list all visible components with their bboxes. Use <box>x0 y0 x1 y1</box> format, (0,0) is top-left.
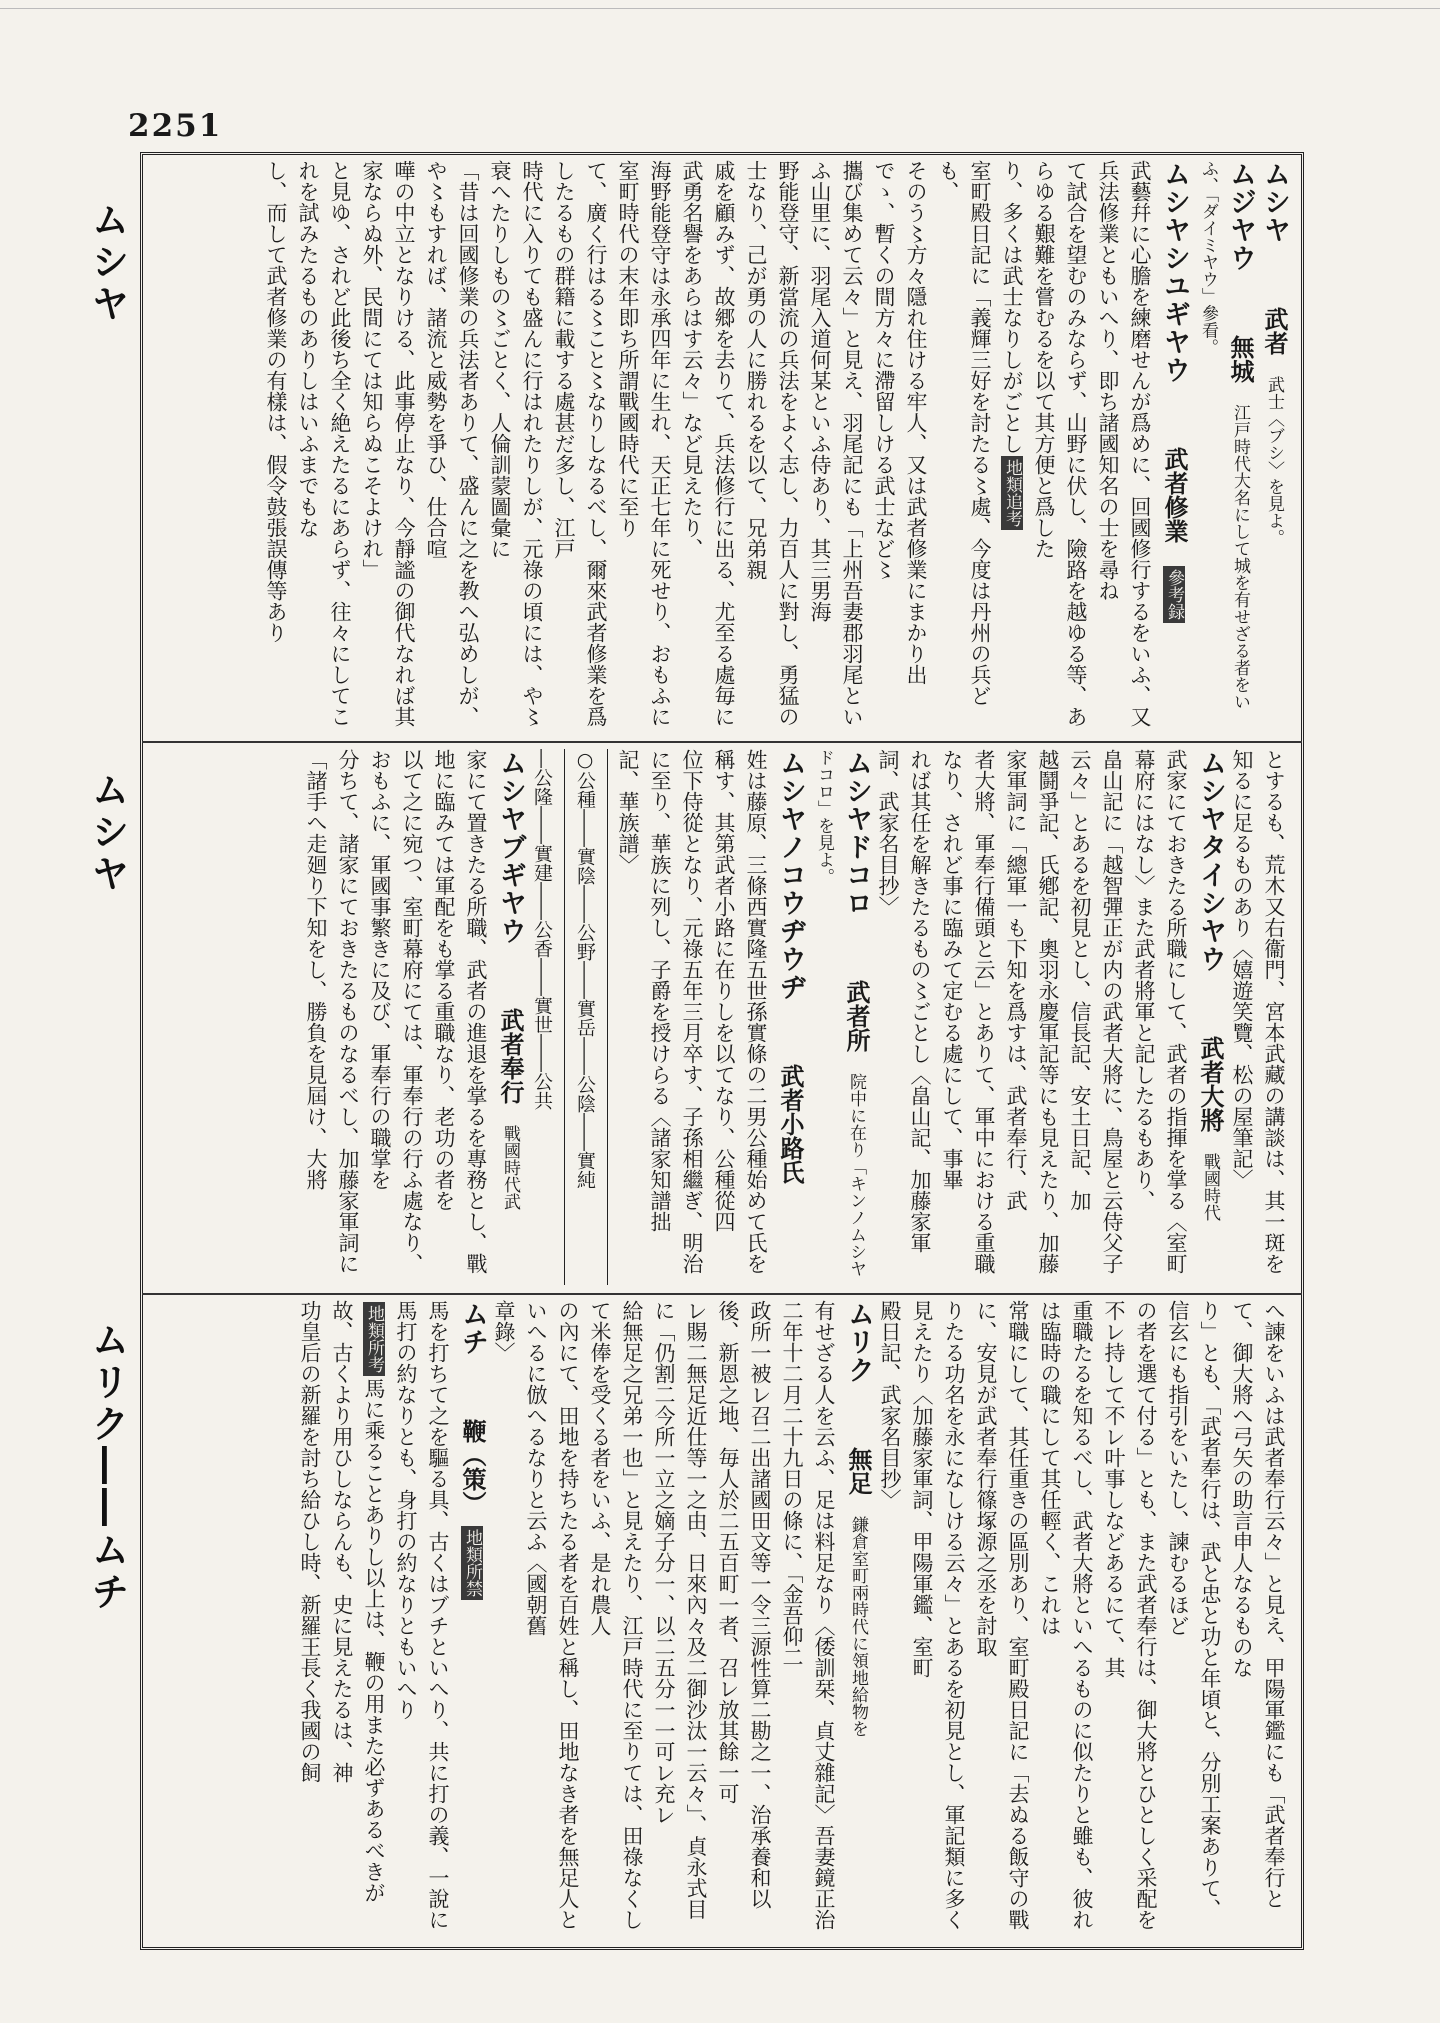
headword: ムジヤウ <box>1225 160 1256 272</box>
body-line: 殿日記、武家名目抄〉 <box>878 1300 902 1510</box>
genealogy-line-2: ―公隆――實建――公香――實世――公共 <box>526 749 565 1285</box>
headword: ムシヤブギヤウ <box>495 749 526 945</box>
body-line: 畠山記に「越智彈正が内の武者大將に、鳥屋と云侍父子云々」とあるを初見とし、信長記、安土日記、加 <box>1068 749 1124 1274</box>
body-line: 時代に入りても盛んに行はれたりしが、元祿の頃には、や〻衰へたりしもの〻ごとく、人倫訓蒙圖彙に <box>488 160 544 727</box>
section-3-text <box>148 1300 1296 1940</box>
body-line: りたる功名を永になしける云々」とあるを初見とし、軍記類に多く見えたり〈加藤家軍詞、甲陽軍鑑、室町 <box>910 1300 966 1930</box>
body-line: 攜び集めて云々」と見え、羽尾記にも「上州吾妻郡羽尾といふ山里に、羽尾入道何某といふ侍あり、其三男海 <box>808 160 864 727</box>
body-line: 功皇后の新羅を討ち給ひし時、新羅王長く我國の飼 <box>298 1300 322 1783</box>
section-1-text <box>148 160 1296 734</box>
body-line: 者大將、軍奉行備頭と云」とありて、軍中における重職なり、されど事に臨みて定むる處にして、事畢 <box>940 749 996 1274</box>
entry-mujau <box>1192 160 1256 734</box>
body-line: 馬を打ちて之を驅る具、古くはブチといへり、共に打の義、一說に馬打の約なりとも、身打の約なりともいへり <box>394 1300 450 1930</box>
body-line: て、廣く行はる〻こと〻なりしなるべし、爾來武者修業を爲したるもの群籍に載する處甚だ多し、江戸 <box>552 160 608 727</box>
period-note: 鎌倉室町兩時代に領地給物を <box>848 1516 868 1737</box>
body-line: 姓は藤原、三條西實隆五世孫實條の二男公種始めて氏を稱す、其第武者小路に在りしを以てなり、公種從四 <box>712 749 768 1274</box>
entry-musha-dokoro <box>808 749 872 1285</box>
body-line: 位下侍從となり、元祿五年三月卒す、子孫相繼ぎ、明治に至り、華族に列し、子爵を授けらる〈諸家知譜拙 <box>648 749 704 1274</box>
headword: ムリク <box>843 1300 874 1384</box>
genealogy-line-1: ○公種――實陰――公野――實岳――公陰――實純 <box>569 749 608 1285</box>
body-line: 家にて置きたる所職、武者の進退を掌るを專務とし、戰地に臨みては軍配をも掌る重職なり、老功の者を <box>432 749 488 1274</box>
body-line <box>996 160 1028 734</box>
reference-badge: 參考録 <box>1163 566 1185 623</box>
entry-musha-shugyo <box>1158 160 1190 734</box>
section-1 <box>148 160 1296 734</box>
body-line: 以て之に宛つ、室町幕府にては、軍奉行の行ふ處なり、おもふに、軍國事繁きに及び、軍奉行の職掌を <box>368 749 424 1274</box>
running-head-1: ムシヤ <box>85 200 129 326</box>
entry-musha <box>1258 160 1290 734</box>
body-line: 嘩の中立となりける、此事停止なり、今靜謐の御代なれば其家ならぬ外、民間にては知らぬこそよけれ」 <box>360 160 416 727</box>
body-line: し、而して武者修業の有樣は、假令鼓張誤傳等あり <box>264 160 288 643</box>
body-line <box>326 1300 390 1940</box>
body-line: 越鬪爭記、氏鄕記、奧羽永慶軍記等にも見えたり、加藤家軍詞に「總軍一も下知を爲すは、武者奉行、武 <box>1004 749 1060 1274</box>
body-line: の者を選て付る」とも、また武者奉行は、御大將とひとしく采配を不レ持して不レ叶事しなどあるにて、其 <box>1102 1300 1158 1930</box>
page-number: 2251 <box>128 108 223 144</box>
headword: ムシヤシユギヤウ <box>1159 160 1190 384</box>
reference-badge: 地類所禁 <box>461 1526 483 1600</box>
entry-muriku <box>842 1300 874 1940</box>
body-line: て試合を望むのみならず、山野に伏し、險路を越ゆる等、あらゆる艱難を嘗むるを以て其方便と爲した <box>1032 160 1088 727</box>
body-line: 海野能登守は永承四年に生れ、天正七年に死せり、おもふに室町時代の末年即ち所謂戰國時代に至り <box>616 160 672 727</box>
body-line: 給無足之兄弟一也」と見えたり、江戸時代に至りては、田祿なくして米俸を受くる者をいふ、是れ農人 <box>588 1300 644 1930</box>
body-line: 「昔は回國修業の兵法者ありて、盛んに之を教へ弘めしが、や〻もすれば、諸流と威勢を爭ひ、仕合喧 <box>424 160 480 727</box>
body-line: とするも、荒木又右衞門、宮本武藏の講談は、其一斑を知るに足るものあり〈嬉遊笑覽、松の屋筆記〉 <box>1230 749 1286 1274</box>
section-3 <box>148 1300 1296 1940</box>
body-line: 政所一被レ召二出諸國田文等一令三源性算二勘之一、治承養和以後、新恩之地、毎人於二五百町一者、召レ放其餘一可 <box>716 1300 772 1909</box>
entry-musha-bugyo <box>494 749 526 1285</box>
reference-badge: 地類追考 <box>1001 456 1023 530</box>
body-line: の內にて、田地を持ちたる者を百姓と稱し、田地なき者を無足人といへるに倣へるなりと云ふ〈國朝舊 <box>524 1300 580 1930</box>
headword: ムシヤノコウヂウヂ <box>775 749 806 1001</box>
entry-mushanokoji <box>774 749 806 1285</box>
headword-kanji: 武者奉行 <box>496 1008 525 1104</box>
headword-kanji: 無城 <box>1226 335 1255 383</box>
entry-text: 武士〈ブシ〉を見よ。 <box>1264 376 1284 546</box>
body-line: へ諫をいふは武者奉行云々」と見え、甲陽軍鑑にも「武者奉行とて、御大將へ弓矢の助言申人なるものな <box>1230 1300 1286 1909</box>
headword-kanji: 武者小路氏 <box>776 1064 805 1184</box>
headword-kanji: 武者所 <box>842 980 871 1052</box>
section-divider-1 <box>142 741 1302 743</box>
reference-badge: 地類所考 <box>363 1302 385 1376</box>
section-2-text <box>148 749 1296 1285</box>
headword-kanji: 武者修業 <box>1160 447 1189 543</box>
body-line: レ賜二無足近仕等一之由、日來內々及二御沙汰一云々」、貞永式目に「仍割二今所一立之嫡子分一、以二五分一一可レ充レ <box>652 1300 708 1920</box>
period-note: 戰國時代武 <box>500 1125 520 1210</box>
body-line: 常職にして、其任重きの區別あり、室町殿日記に「去ぬる飯守の戰に、安見が武者奉行篠塚源之丞を討取 <box>974 1300 1030 1930</box>
body-line: そのう〻方々隱れ住ける牢人、又は武者修業にまかり出でゝ、暫くの間方々に滯留しける武士など〻 <box>872 160 928 685</box>
body-line: 有せざる人を云ふ、足は料足なり〈倭訓栞、貞丈雜記〉吾妻鏡正治二年十二月二十九日の條に、「金吾仰二 <box>780 1300 836 1930</box>
body-line: り」とも、「武者奉行は、武と忠と功と年頃と、分別工案ありて、信玄にも指引をいたし、諫むるほど <box>1166 1300 1222 1920</box>
body-line: 章錄〉 <box>492 1300 516 1363</box>
body-line: 室町殿日記に「義輝三好を討たる〻處、今度は丹州の兵ども、 <box>936 160 992 706</box>
headword: ムチ <box>457 1300 488 1356</box>
entry-text: 院中に在り「キンノムシヤドコロ」を見よ。 <box>814 749 866 1277</box>
entry-musha-taisho <box>1194 749 1226 1285</box>
section-2 <box>148 749 1296 1285</box>
top-rule <box>0 8 1440 9</box>
headword: ムシヤ <box>1259 160 1290 244</box>
body-line: れば其任を解きたるもの〻ごとし〈畠山記、加藤家軍詞、武家名目抄〉 <box>876 749 932 1253</box>
running-head-2: ムシヤ <box>85 770 129 896</box>
body-line-part: 馬に乘ることありし以上は、鞭の用また必ずあるべきが故、古くより用ひしならんも、史に見えたるは、神 <box>330 1300 386 1903</box>
body-line-part: り、多くは武士なりしがごとし <box>1000 160 1024 454</box>
body-line: と見ゆ、されど此後ち全く絶えたるにあらず、往々にしてこれを試みたるものありしはいふまでもな <box>296 160 352 727</box>
body-line: 記、華族譜〉 <box>616 749 640 875</box>
body-line: 野能登守、新當流の兵法をよく志し、力百人に對し、勇猛の士なり、己が勇の人に勝れるを以て、兄弟親 <box>744 160 800 727</box>
body-line: 重職たるを知るべし、武者大將といへるものに似たりと雖も、彼れは臨時の職にして其任輕く、これは <box>1038 1300 1094 1930</box>
body-line: 武藝幷に心膽を練磨せんが爲めに、回國修行するをいふ、又兵法修業ともいへり、即ち諸國知名の士を尋ね <box>1096 160 1152 727</box>
headword: ムシヤタイシヤウ <box>1195 749 1226 973</box>
headword-kanji: 無足 <box>844 1447 873 1495</box>
entry-muchi <box>456 1300 488 1940</box>
headword-kanji: 武者大將 <box>1196 1036 1225 1132</box>
headword: ムシヤドコロ <box>841 749 872 917</box>
section-divider-2 <box>142 1293 1302 1295</box>
entry-text: 江戸時代大名にして城を有せざる者をいふ、「ダイミヤウ」參看。 <box>1198 160 1250 710</box>
running-head-3: ムリク――ムチ <box>85 1320 129 1614</box>
headword-kanji: 武者 <box>1260 307 1289 355</box>
body-line: 戚を顧みず、故郷を去りて、兵法修行に出る、尤至る處毎に武勇名譽をあらはす云々」など見えたり、 <box>680 160 736 727</box>
body-line: 分ちて、諸家にておきたるものなるべし、加藤家軍詞に「諸手へ走廻り下知をし、勝負を見屆け、大將 <box>304 749 360 1274</box>
headword-kanji: 鞭（策） <box>458 1419 487 1503</box>
period-note: 戰國時代 <box>1200 1153 1220 1221</box>
body-line: 武家にておきたる所職にして、武者の指揮を掌る〈室町幕府にはなし〉また武者將軍と記したるもあり、 <box>1132 749 1188 1274</box>
